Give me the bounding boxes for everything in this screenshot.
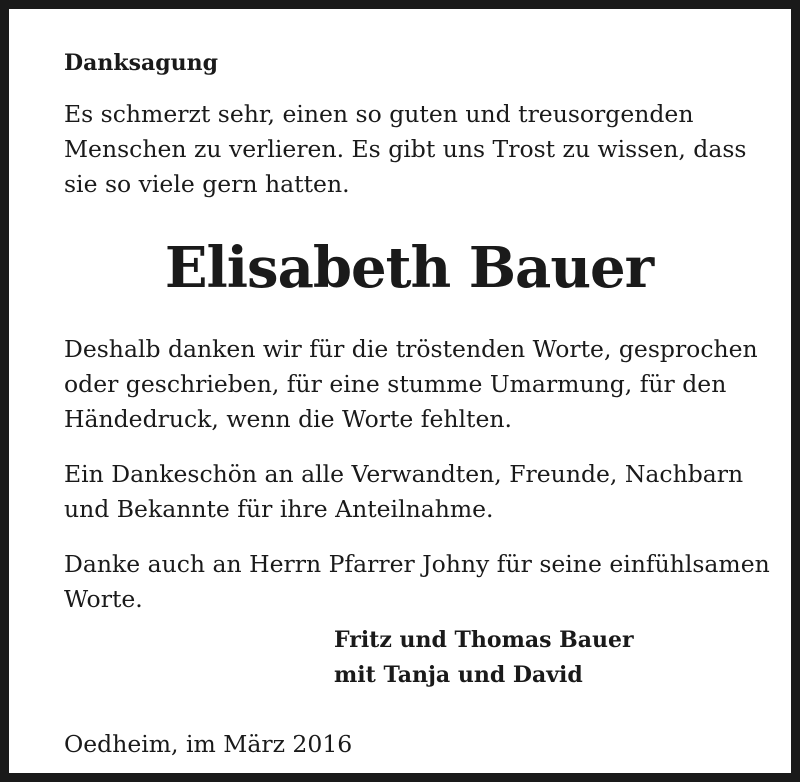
notice-heading: Danksagung: [64, 50, 218, 76]
thanks-paragraph: Deshalb danken wir für die tröstenden Worte, gesprochen oder geschrieben, für eine stumme Umarmung, für den Händedruck, wenn die Worte fehlten.: [64, 335, 758, 433]
relatives-paragraph: Ein Dankeschön an alle Verwandten, Freunde, Nachbarn und Bekannte für ihre Anteilnahme.: [64, 460, 744, 523]
signature-line-2: mit Tanja und David: [334, 662, 583, 688]
notice-content: [64, 47, 774, 762]
signature-line-1: Fritz und Thomas Bauer: [334, 627, 634, 653]
signature-block: [334, 623, 774, 693]
pastor-paragraph: Danke auch an Herrn Pfarrer Johny für seine einfühlsamen Worte.: [64, 550, 770, 613]
intro-paragraph: Es schmerzt sehr, einen so guten und treusorgenden Menschen zu verlieren. Es gibt uns Trost zu wissen, dass sie so viele gern hatten.: [64, 100, 747, 198]
place-date: Oedheim, im März 2016: [64, 730, 353, 758]
deceased-name: Elisabeth Bauer: [164, 235, 654, 301]
